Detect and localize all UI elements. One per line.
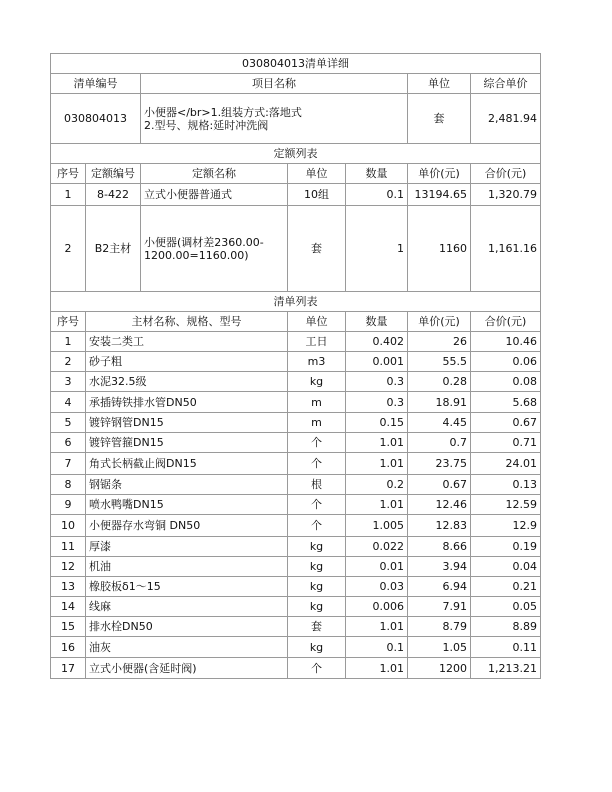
table-row [51, 352, 541, 372]
material-price: 0.7 [408, 433, 471, 453]
material-unit: 工日 [288, 332, 346, 352]
table-row [51, 392, 541, 413]
material-unit: 个 [288, 515, 346, 537]
material-total: 0.08 [471, 372, 541, 392]
material-no: 1 [51, 332, 86, 352]
material-no: 16 [51, 637, 86, 658]
material-price: 18.91 [408, 392, 471, 413]
material-price: 12.46 [408, 495, 471, 515]
material-no: 14 [51, 597, 86, 617]
material-price: 12.83 [408, 515, 471, 537]
table-row [51, 206, 541, 292]
material-name: 线麻 [86, 597, 288, 617]
material-qty: 1.01 [346, 453, 408, 475]
material-name: 厚漆 [86, 537, 288, 557]
material-qty: 0.2 [346, 475, 408, 495]
item-name-line2: 2.型号、规格:延时冲洗阀 [144, 118, 269, 132]
material-total: 0.05 [471, 597, 541, 617]
header-unit: 单位 [408, 74, 471, 94]
table-row [51, 577, 541, 597]
materials-header-unit: 单位 [288, 312, 346, 332]
quota-unit: 套 [288, 206, 346, 292]
material-total: 0.71 [471, 433, 541, 453]
material-qty: 0.402 [346, 332, 408, 352]
material-name: 镀锌钢管DN15 [86, 413, 288, 433]
material-no: 13 [51, 577, 86, 597]
materials-table [50, 291, 541, 679]
material-price: 3.94 [408, 557, 471, 577]
table-row [51, 557, 541, 577]
header-bill-code: 清单编号 [51, 74, 141, 94]
material-total: 0.67 [471, 413, 541, 433]
table-row [51, 637, 541, 658]
material-unit: m [288, 392, 346, 413]
material-total: 0.11 [471, 637, 541, 658]
table-row [51, 475, 541, 495]
material-price: 4.45 [408, 413, 471, 433]
materials-header-name: 主材名称、规格、型号 [86, 312, 288, 332]
table-row [51, 372, 541, 392]
quota-header-no: 序号 [51, 164, 86, 184]
material-total: 5.68 [471, 392, 541, 413]
material-qty: 1.01 [346, 433, 408, 453]
quota-name: 立式小便器普通式 [141, 184, 288, 206]
materials-header-qty: 数量 [346, 312, 408, 332]
materials-header-total: 合价(元) [471, 312, 541, 332]
material-name: 镀锌管箍DN15 [86, 433, 288, 453]
material-name: 小便器存水弯铜 DN50 [86, 515, 288, 537]
material-total: 12.9 [471, 515, 541, 537]
material-unit: 个 [288, 495, 346, 515]
material-no: 12 [51, 557, 86, 577]
material-qty: 0.3 [346, 372, 408, 392]
material-price: 8.79 [408, 617, 471, 637]
material-name: 水泥32.5级 [86, 372, 288, 392]
material-no: 7 [51, 453, 86, 475]
material-qty: 0.3 [346, 392, 408, 413]
material-total: 24.01 [471, 453, 541, 475]
material-price: 1200 [408, 658, 471, 679]
material-unit: 根 [288, 475, 346, 495]
material-total: 0.04 [471, 557, 541, 577]
material-no: 4 [51, 392, 86, 413]
quota-header-unit: 单位 [288, 164, 346, 184]
quota-unit: 10组 [288, 184, 346, 206]
material-total: 8.89 [471, 617, 541, 637]
quota-title: 定额列表 [51, 144, 541, 164]
material-no: 9 [51, 495, 86, 515]
material-qty: 0.006 [346, 597, 408, 617]
material-no: 5 [51, 413, 86, 433]
material-unit: 个 [288, 658, 346, 679]
table-row [51, 495, 541, 515]
material-total: 10.46 [471, 332, 541, 352]
quota-table [50, 143, 541, 292]
material-unit: kg [288, 577, 346, 597]
material-unit: kg [288, 637, 346, 658]
material-total: 0.13 [471, 475, 541, 495]
material-name: 喷水鸭嘴DN15 [86, 495, 288, 515]
quota-header-price: 单价(元) [408, 164, 471, 184]
material-price: 23.75 [408, 453, 471, 475]
material-name: 角式长柄截止阀DN15 [86, 453, 288, 475]
material-name: 承插铸铁排水管DN50 [86, 392, 288, 413]
table-row [51, 617, 541, 637]
material-price: 8.66 [408, 537, 471, 557]
material-name: 机油 [86, 557, 288, 577]
quota-price: 1160 [408, 206, 471, 292]
table-row [51, 433, 541, 453]
material-no: 6 [51, 433, 86, 453]
quota-header-qty: 数量 [346, 164, 408, 184]
header-item-name: 项目名称 [141, 74, 408, 94]
material-price: 26 [408, 332, 471, 352]
materials-header-no: 序号 [51, 312, 86, 332]
quota-price: 13194.65 [408, 184, 471, 206]
material-name: 排水栓DN50 [86, 617, 288, 637]
material-unit: kg [288, 557, 346, 577]
material-qty: 1.01 [346, 658, 408, 679]
item-price: 2,481.94 [471, 94, 541, 144]
materials-body [51, 332, 541, 679]
material-total: 0.19 [471, 537, 541, 557]
material-unit: 个 [288, 433, 346, 453]
material-price: 0.67 [408, 475, 471, 495]
material-unit: kg [288, 597, 346, 617]
item-name-line1: 小便器</br>1.组装方式:落地式 [144, 105, 302, 119]
material-qty: 1.01 [346, 495, 408, 515]
material-total: 12.59 [471, 495, 541, 515]
item-name [141, 94, 408, 144]
material-no: 2 [51, 352, 86, 372]
material-name: 钢锯条 [86, 475, 288, 495]
bill-detail-table [50, 53, 541, 144]
material-qty: 0.03 [346, 577, 408, 597]
materials-title: 清单列表 [51, 292, 541, 312]
material-qty: 0.01 [346, 557, 408, 577]
material-total: 0.21 [471, 577, 541, 597]
material-qty: 0.1 [346, 637, 408, 658]
quota-no: 1 [51, 184, 86, 206]
table-row [51, 537, 541, 557]
quota-header-name: 定额名称 [141, 164, 288, 184]
quota-header-code: 定额编号 [86, 164, 141, 184]
header-unit-price: 综合单价 [471, 74, 541, 94]
material-total: 1,213.21 [471, 658, 541, 679]
material-price: 55.5 [408, 352, 471, 372]
material-name: 立式小便器(含延时阀) [86, 658, 288, 679]
table-row [51, 332, 541, 352]
table-row [51, 413, 541, 433]
item-unit: 套 [408, 94, 471, 144]
material-unit: kg [288, 537, 346, 557]
material-unit: m3 [288, 352, 346, 372]
detail-title: 030804013清单详细 [51, 54, 541, 74]
material-price: 7.91 [408, 597, 471, 617]
material-no: 10 [51, 515, 86, 537]
material-no: 3 [51, 372, 86, 392]
material-qty: 0.022 [346, 537, 408, 557]
quota-total: 1,161.16 [471, 206, 541, 292]
material-unit: m [288, 413, 346, 433]
material-no: 15 [51, 617, 86, 637]
material-unit: 套 [288, 617, 346, 637]
material-price: 1.05 [408, 637, 471, 658]
materials-header-price: 单价(元) [408, 312, 471, 332]
material-price: 6.94 [408, 577, 471, 597]
bill-code: 030804013 [51, 94, 141, 144]
material-no: 11 [51, 537, 86, 557]
table-row [51, 515, 541, 537]
material-qty: 0.001 [346, 352, 408, 372]
material-qty: 0.15 [346, 413, 408, 433]
material-qty: 1.01 [346, 617, 408, 637]
quota-qty: 0.1 [346, 184, 408, 206]
table-row [51, 453, 541, 475]
material-total: 0.06 [471, 352, 541, 372]
material-unit: 个 [288, 453, 346, 475]
quota-no: 2 [51, 206, 86, 292]
quota-name: 小便器(调材差2360.00-1200.00=1160.00) [141, 206, 288, 292]
quota-qty: 1 [346, 206, 408, 292]
material-name: 橡胶板δ1～15 [86, 577, 288, 597]
quota-total: 1,320.79 [471, 184, 541, 206]
material-name: 安装二类工 [86, 332, 288, 352]
material-no: 8 [51, 475, 86, 495]
quota-header-total: 合价(元) [471, 164, 541, 184]
material-name: 砂子粗 [86, 352, 288, 372]
table-row [51, 597, 541, 617]
material-no: 17 [51, 658, 86, 679]
quota-code: B2主材 [86, 206, 141, 292]
material-unit: kg [288, 372, 346, 392]
material-price: 0.28 [408, 372, 471, 392]
table-row [51, 184, 541, 206]
material-qty: 1.005 [346, 515, 408, 537]
quota-code: 8-422 [86, 184, 141, 206]
table-row [51, 658, 541, 679]
material-name: 油灰 [86, 637, 288, 658]
